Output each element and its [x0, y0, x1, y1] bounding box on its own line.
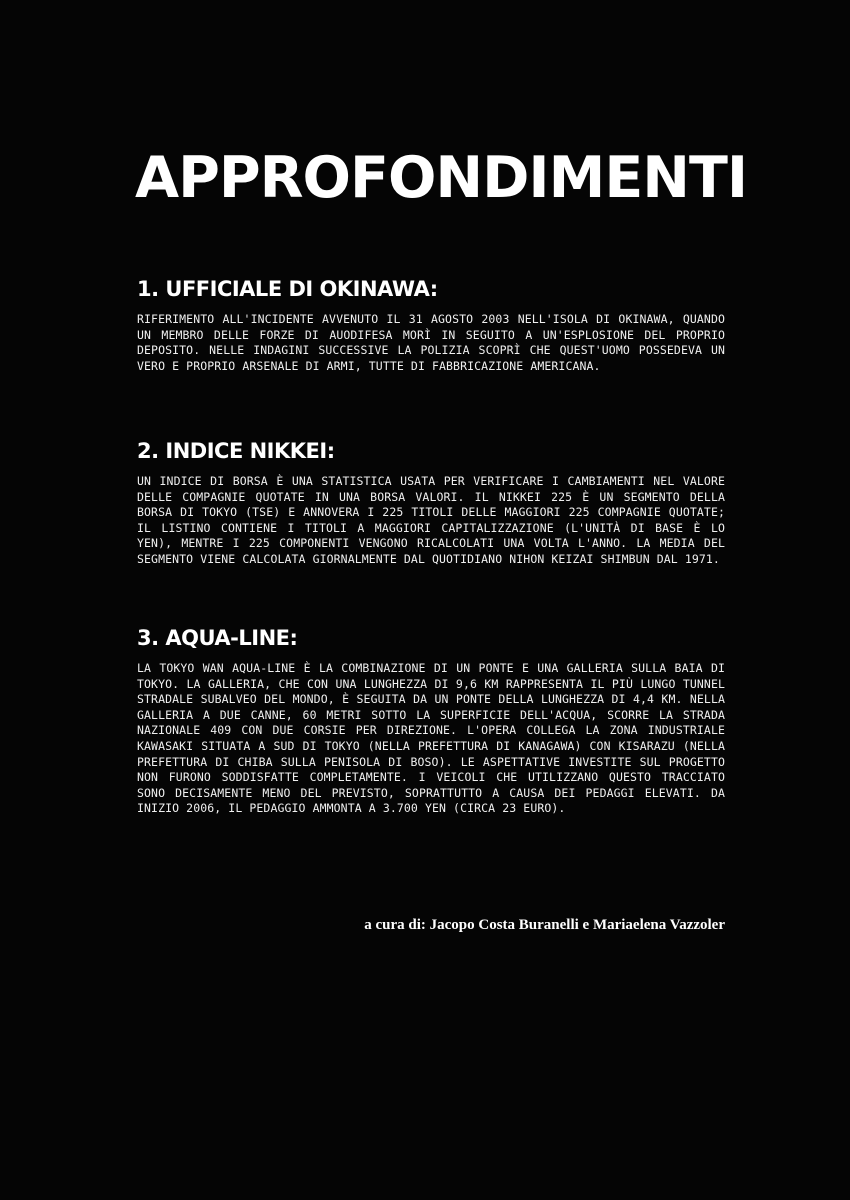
section-heading: 3. AQUA-LINE:: [137, 626, 298, 650]
section-heading: 1. UFFICIALE DI OKINAWA:: [137, 277, 438, 301]
section-body: RIFERIMENTO ALL'INCIDENTE AVVENUTO IL 31 AGOSTO 2003 NELL'ISOLA DI OKINAWA, QUANDO UN MEMBRO DELLE FORZE DI AUODIFESA MORÌ IN SEGUITO A UN'ESPLOSIONE DEL PROPRIO DEPOSITO. NELLE INDAGINI SUCCESSIVE LA POLIZIA SCOPRÌ CHE QUEST'UOMO POSSEDEVA UN VERO E PROPRIO ARSENALE DI ARMI, TUTTE DI FABBRICAZIONE AMERICANA.: [137, 312, 725, 373]
section-okinawa-officer: [137, 276, 725, 374]
section-body: UN INDICE DI BORSA È UNA STATISTICA USATA PER VERIFICARE I CAMBIAMENTI NEL VALORE DELLE COMPAGNIE QUOTATE IN UNA BORSA VALORI. IL NIKKEI 225 È UN SEGMENTO DELLA BORSA DI TOKYO (TSE) E ANNOVERA I 225 TITOLI DELLE MAGGIORI 225 COMPAGNIE QUOTATE; IL LISTINO CONTIENE I TITOLI A MAGGIORI CAPITALIZZAZIONE (L'UNITÀ DI BASE È LO YEN), MENTRE I 225 COMPONENTI VENGONO RICALCOLATI UNA VOLTA L'ANNO. LA MEDIA DEL SEGMENTO VIENE CALCOLATA GIORNALMENTE DAL QUOTIDIANO NIHON KEIZAI SHIMBUN DAL 1971.: [137, 474, 725, 566]
section-nikkei-index: [137, 438, 725, 568]
section-heading: 2. INDICE NIKKEI:: [137, 439, 335, 463]
page-title: APPROFONDIMENTI: [135, 145, 748, 211]
section-aqua-line: [137, 625, 725, 817]
author-credit: a cura di: Jacopo Costa Buranelli e Mariaelena Vazzoler: [364, 917, 725, 933]
section-body: LA TOKYO WAN AQUA-LINE È LA COMBINAZIONE DI UN PONTE E UNA GALLERIA SULLA BAIA DI TOKYO. LA GALLERIA, CHE CON UNA LUNGHEZZA DI 9,6 KM RAPPRESENTA IL PIÙ LUNGO TUNNEL STRADALE SUBALVEO DEL MONDO, È SEGUITA DA UN PONTE DELLA LUNGHEZZA DI 4,4 KM. NELLA GALLERIA A DUE CANNE, 60 METRI SOTTO LA SUPERFICIE DELL'ACQUA, SCORRE LA STRADA NAZIONALE 409 CON DUE CORSIE PER DIREZIONE. L'OPERA COLLEGA LA ZONA INDUSTRIALE KAWASAKI SITUATA A SUD DI TOKYO (NELLA PREFETTURA DI KANAGAWA) CON KISARAZU (NELLA PREFETTURA DI CHIBA SULLA PENISOLA DI BOSO). LE ASPETTATIVE INVESTITE SUL PROGETTO NON FURONO SODDISFATTE COMPLETAMENTE. I VEICOLI CHE UTILIZZANO QUESTO TRACCIATO SONO DECISAMENTE MENO DEL PREVISTO, SOPRATTUTTO A CAUSA DEI PEDAGGI ELEVATI. DA INIZIO 2006, IL PEDAGGIO AMMONTA A 3.700 YEN (CIRCA 23 EURO).: [137, 661, 725, 816]
